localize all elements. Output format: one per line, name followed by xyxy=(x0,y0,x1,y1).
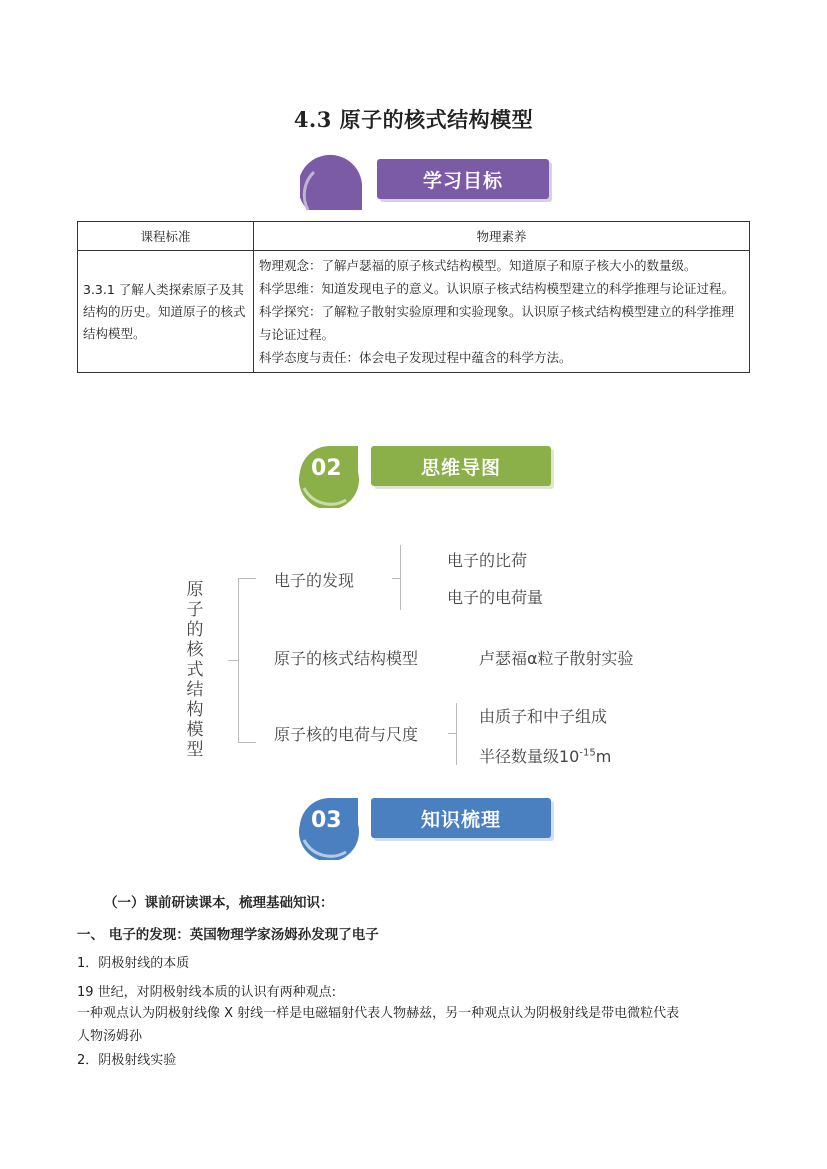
subheading-experiment: 2．阴极射线实验 xyxy=(77,1053,177,1068)
literacy-item: 科学探究：了解粒子散射实验原理和实验现象。认识原子核式结构模型建立的科学推理与论证过程。 xyxy=(259,304,735,342)
mindmap-branch-electron: 电子的发现 xyxy=(274,571,355,590)
intro-heading: （一）课前研读课本，梳理基础知识： xyxy=(104,895,334,911)
mindmap-branch-model: 原子的核式结构模型 xyxy=(274,649,419,668)
section-number-knowledge: 03 xyxy=(311,808,342,833)
mindmap-leaf: 电子的电荷量 xyxy=(447,588,544,607)
mindmap-leaf: 卢瑟福α粒子散射实验 xyxy=(479,649,634,668)
mindmap-leaf: 电子的比荷 xyxy=(447,551,528,570)
literacy-item: 科学思维：知道发现电子的意义。认识原子核式结构模型建立的科学推理与论证过程。 xyxy=(259,281,735,296)
section-title-knowledge: 知识梳理 xyxy=(371,798,551,838)
radius-text: 半径数量级10 xyxy=(479,747,580,766)
radius-unit: m xyxy=(595,747,612,766)
paragraph: 人物汤姆孙 xyxy=(77,1029,143,1044)
mindmap-connector xyxy=(456,703,457,765)
mindmap-connector xyxy=(392,578,400,579)
paragraph: 一种观点认为阴极射线像 X 射线一样是电磁辐射代表人物赫兹，另一种观点认为阴极射线是带电微粒代表 xyxy=(77,1006,680,1021)
mindmap-connector xyxy=(448,733,456,734)
mindmap-connector xyxy=(238,742,256,743)
standard-cell: 3.3.1 了解人类探索原子及其结构的历史。知道原子的核式结构模型。 xyxy=(78,251,254,373)
section-heading-electron: 一、 电子的发现：英国物理学家汤姆孙发现了电子 xyxy=(77,927,379,943)
literacy-cell xyxy=(254,251,750,373)
paragraph: 19 世纪，对阴极射线本质的认识有两种观点: xyxy=(77,985,337,1000)
mindmap-connector xyxy=(238,578,256,579)
section-number-mindmap: 02 xyxy=(311,456,342,481)
section-title-objectives: 学习目标 xyxy=(377,159,549,199)
section-badge-knowledge xyxy=(294,790,556,856)
mindmap-connector xyxy=(228,660,238,661)
table-header-standard: 课程标准 xyxy=(78,222,254,251)
mindmap-leaf: 由质子和中子组成 xyxy=(479,707,608,726)
mindmap-connector xyxy=(238,578,239,743)
mindmap-connector xyxy=(400,545,401,610)
literacy-item: 物理观念：了解卢瑟福的原子核式结构模型。知道原子和原子核大小的数量级。 xyxy=(259,258,697,273)
literacy-item: 科学态度与责任：体会电子发现过程中蕴含的科学方法。 xyxy=(259,350,572,365)
mindmap-branch-nucleus: 原子核的电荷与尺度 xyxy=(274,725,419,744)
mindmap-root: 原子的核式结构模型 xyxy=(186,580,204,760)
radius-exponent: -15 xyxy=(579,747,596,759)
subheading-cathode-ray: 1．阴极射线的本质 xyxy=(77,956,190,971)
badge-circle-icon xyxy=(300,148,370,218)
section-badge-mindmap xyxy=(294,438,556,504)
mindmap-leaf-radius xyxy=(479,744,611,767)
section-badge-objectives xyxy=(300,148,552,214)
section-title-mindmap: 思维导图 xyxy=(371,446,551,486)
table-header-literacy: 物理素养 xyxy=(254,222,750,251)
objectives-table xyxy=(77,221,750,373)
page-title: 4.3 原子的核式结构模型 xyxy=(293,107,534,132)
